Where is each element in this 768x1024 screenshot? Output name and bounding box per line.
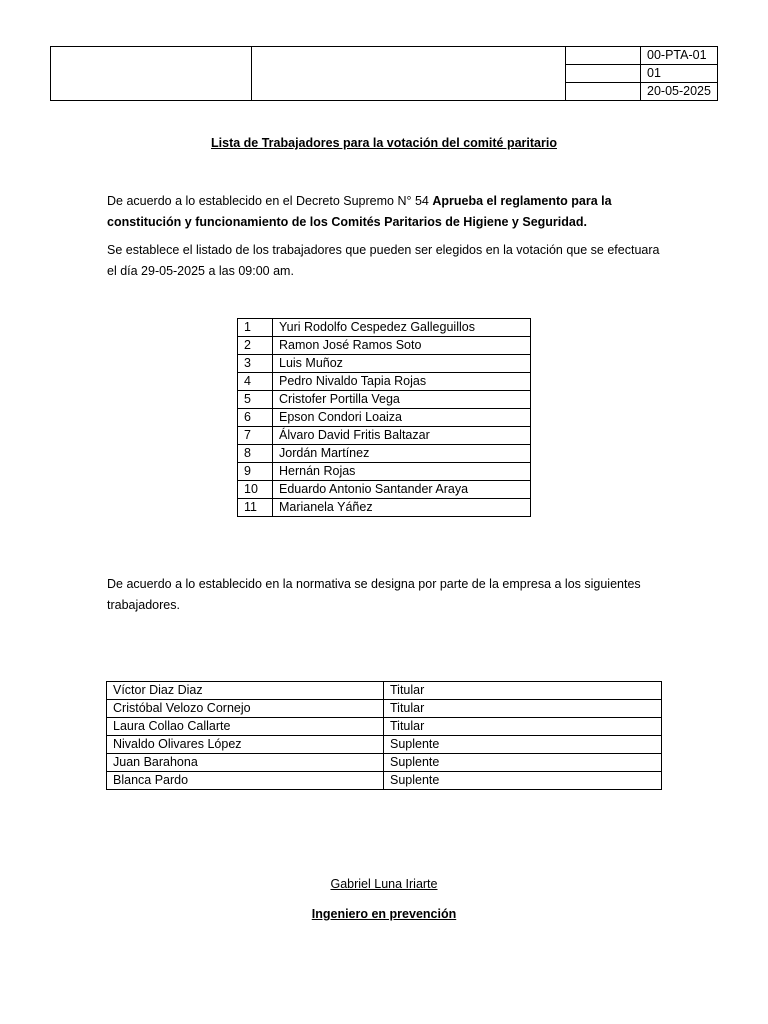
worker-name: Cristofer Portilla Vega: [273, 391, 531, 409]
designated-row: [107, 718, 662, 736]
worker-number: 10: [238, 481, 273, 499]
worker-name: Jordán Martínez: [273, 445, 531, 463]
header-logo-cell: [51, 47, 252, 101]
worker-row: [238, 373, 531, 391]
designated-name: Blanca Pardo: [107, 772, 384, 790]
designated-row: [107, 772, 662, 790]
signer-role: Ingeniero en prevención: [311, 907, 457, 921]
worker-name: Hernán Rojas: [273, 463, 531, 481]
worker-number: 8: [238, 445, 273, 463]
designated-name: Cristóbal Velozo Cornejo: [107, 700, 384, 718]
worker-number: 1: [238, 319, 273, 337]
designated-role: Titular: [384, 718, 662, 736]
worker-row: [238, 391, 531, 409]
worker-name: Pedro Nivaldo Tapia Rojas: [273, 373, 531, 391]
worker-number: 3: [238, 355, 273, 373]
worker-row: [238, 355, 531, 373]
designated-role: Suplente: [384, 754, 662, 772]
designated-role: Titular: [384, 700, 662, 718]
header-label-cell: [566, 65, 641, 83]
document-title: Lista de Trabajadores para la votación del comité paritario: [211, 136, 557, 150]
worker-row: [238, 481, 531, 499]
designated-name: Nivaldo Olivares López: [107, 736, 384, 754]
designated-row: [107, 754, 662, 772]
worker-row: [238, 427, 531, 445]
worker-name: Eduardo Antonio Santander Araya: [273, 481, 531, 499]
header-title-cell: [252, 47, 566, 101]
worker-row: [238, 445, 531, 463]
designated-name: Juan Barahona: [107, 754, 384, 772]
header-label-cell: [566, 47, 641, 65]
worker-name: Álvaro David Fritis Baltazar: [273, 427, 531, 445]
designation-paragraph: De acuerdo a lo establecido en la normativa se designa por parte de la empresa a los siguientes trabajadores.: [107, 577, 641, 612]
intro-text: De acuerdo a lo establecido en el Decreto Supremo N° 54: [107, 194, 433, 208]
designated-name: Laura Collao Callarte: [107, 718, 384, 736]
document-date: 20-05-2025: [641, 83, 718, 101]
worker-number: 9: [238, 463, 273, 481]
designated-row: [107, 700, 662, 718]
designated-role: Suplente: [384, 736, 662, 754]
intro-bold-text: Aprueba el reglamento para la constitución y funcionamiento de los Comités Paritarios de Higiene y Seguridad.: [107, 194, 612, 229]
designated-row: [107, 736, 662, 754]
designated-workers-table: [106, 681, 662, 790]
designated-role: Titular: [384, 682, 662, 700]
eligible-workers-table: [237, 318, 531, 517]
worker-row: [238, 499, 531, 517]
worker-name: Epson Condori Loaiza: [273, 409, 531, 427]
worker-row: [238, 463, 531, 481]
header-label-cell: [566, 83, 641, 101]
worker-row: [238, 319, 531, 337]
document-code: 00-PTA-01: [641, 47, 718, 65]
worker-name: Marianela Yáñez: [273, 499, 531, 517]
worker-number: 11: [238, 499, 273, 517]
intro-paragraph: [107, 191, 667, 233]
worker-number: 5: [238, 391, 273, 409]
worker-row: [238, 337, 531, 355]
worker-number: 7: [238, 427, 273, 445]
worker-name: Luis Muñoz: [273, 355, 531, 373]
worker-number: 6: [238, 409, 273, 427]
worker-name: Ramon José Ramos Soto: [273, 337, 531, 355]
designated-row: [107, 682, 662, 700]
document-header-table: [50, 46, 718, 101]
worker-number: 4: [238, 373, 273, 391]
worker-name: Yuri Rodolfo Cespedez Galleguillos: [273, 319, 531, 337]
election-paragraph: Se establece el listado de los trabajadores que pueden ser elegidos en la votación que se efectuara el día 29-05-2025 a las 09:00 am.: [107, 243, 660, 278]
designated-role: Suplente: [384, 772, 662, 790]
document-version: 01: [641, 65, 718, 83]
worker-row: [238, 409, 531, 427]
signer-name: Gabriel Luna Iriarte: [330, 877, 438, 891]
designated-name: Víctor Diaz Diaz: [107, 682, 384, 700]
worker-number: 2: [238, 337, 273, 355]
